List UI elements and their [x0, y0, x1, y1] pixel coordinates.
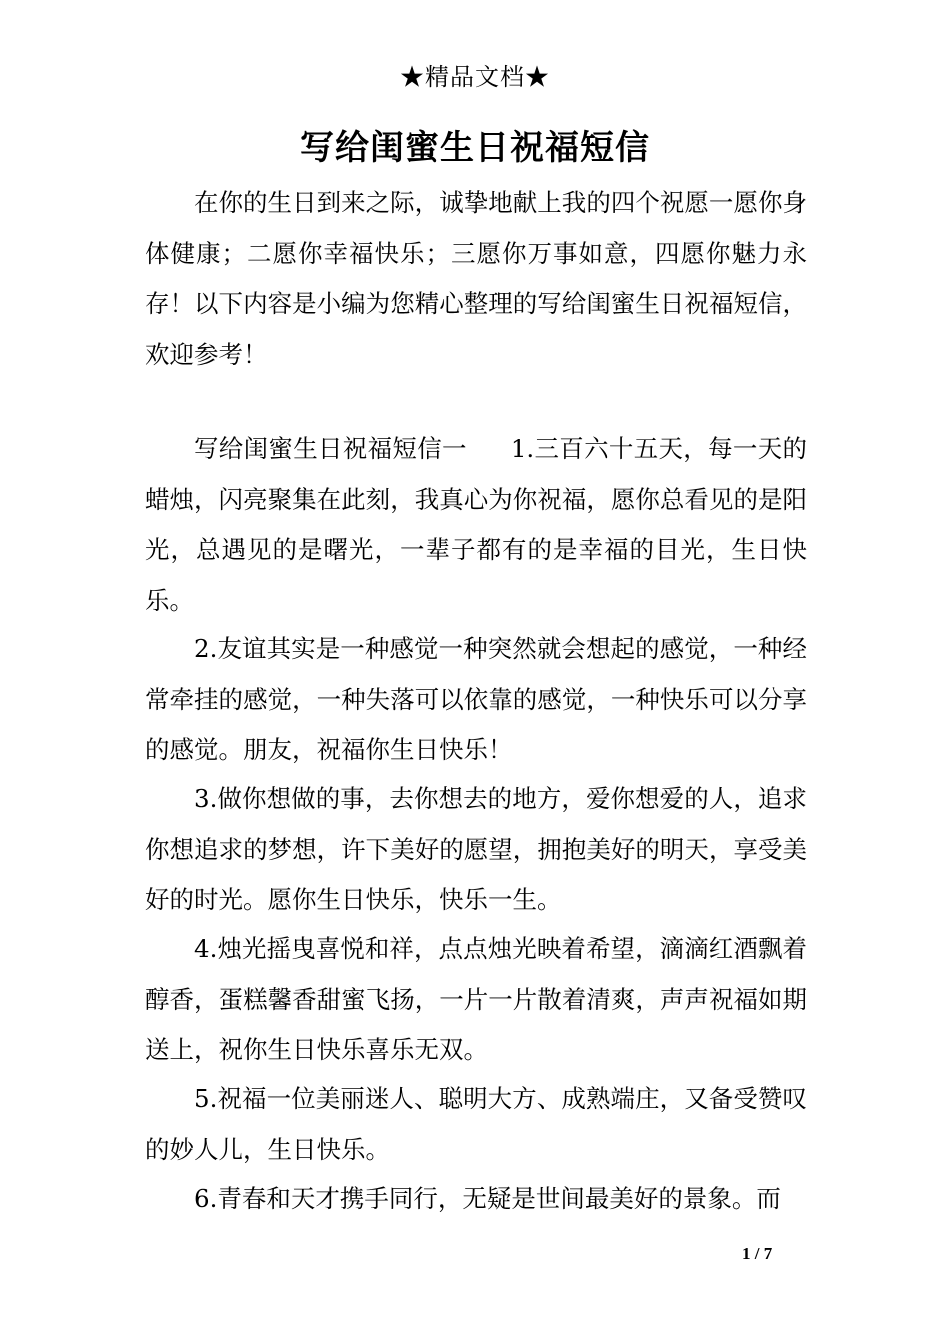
- item-3-paragraph: 3.做你想做的事，去你想去的地方，爱你想爱的人，追求你想追求的梦想，许下美好的愿望，拥抱美好的明天，享受美好的时光。愿你生日快乐，快乐一生。: [145, 784, 807, 914]
- item-2-paragraph: 2.友谊其实是一种感觉一种突然就会想起的感觉，一种经常牵挂的感觉，一种失落可以依靠的感觉，一种快乐可以分享的感觉。朋友，祝福你生日快乐！: [145, 634, 807, 764]
- item-1-paragraph: [145, 424, 807, 626]
- intro-paragraph-block: [145, 178, 807, 380]
- item-4-block: [145, 924, 807, 1076]
- document-header: ★精品文档★: [400, 63, 550, 91]
- item-3-block: [145, 774, 807, 926]
- item-4-paragraph: 4.烛光摇曳喜悦和祥，点点烛光映着希望，滴滴红酒飘着醇香，蛋糕馨香甜蜜飞扬，一片一片散着清爽，声声祝福如期送上，祝你生日快乐喜乐无双。: [145, 934, 807, 1064]
- document-title: 写给闺蜜生日祝福短信: [300, 128, 650, 168]
- item-6-block: [145, 1174, 807, 1225]
- section-title: 写给闺蜜生日祝福短信一: [194, 434, 467, 463]
- item-5-block: [145, 1074, 807, 1175]
- item-2-block: [145, 624, 807, 776]
- item-6-paragraph: 6.青春和天才携手同行，无疑是世间最美好的景象。而: [194, 1184, 781, 1213]
- item-1-text: 1.三百六十五天，每一天的蜡烛，闪亮聚集在此刻，我真心为你祝福，愿你总看见的是阳光，总遇见的是曙光，一辈子都有的是幸福的目光，生日快乐。: [145, 434, 807, 615]
- item-1-block: [145, 424, 807, 626]
- intro-paragraph: 在你的生日到来之际，诚挚地献上我的四个祝愿一愿你身体健康；二愿你幸福快乐；三愿你万事如意，四愿你魅力永存！以下内容是小编为您精心整理的写给闺蜜生日祝福短信，欢迎参考！: [145, 188, 807, 369]
- page-number: 1 / 7: [742, 1244, 773, 1263]
- item-5-paragraph: 5.祝福一位美丽迷人、聪明大方、成熟端庄，又备受赞叹的妙人儿，生日快乐。: [145, 1084, 807, 1164]
